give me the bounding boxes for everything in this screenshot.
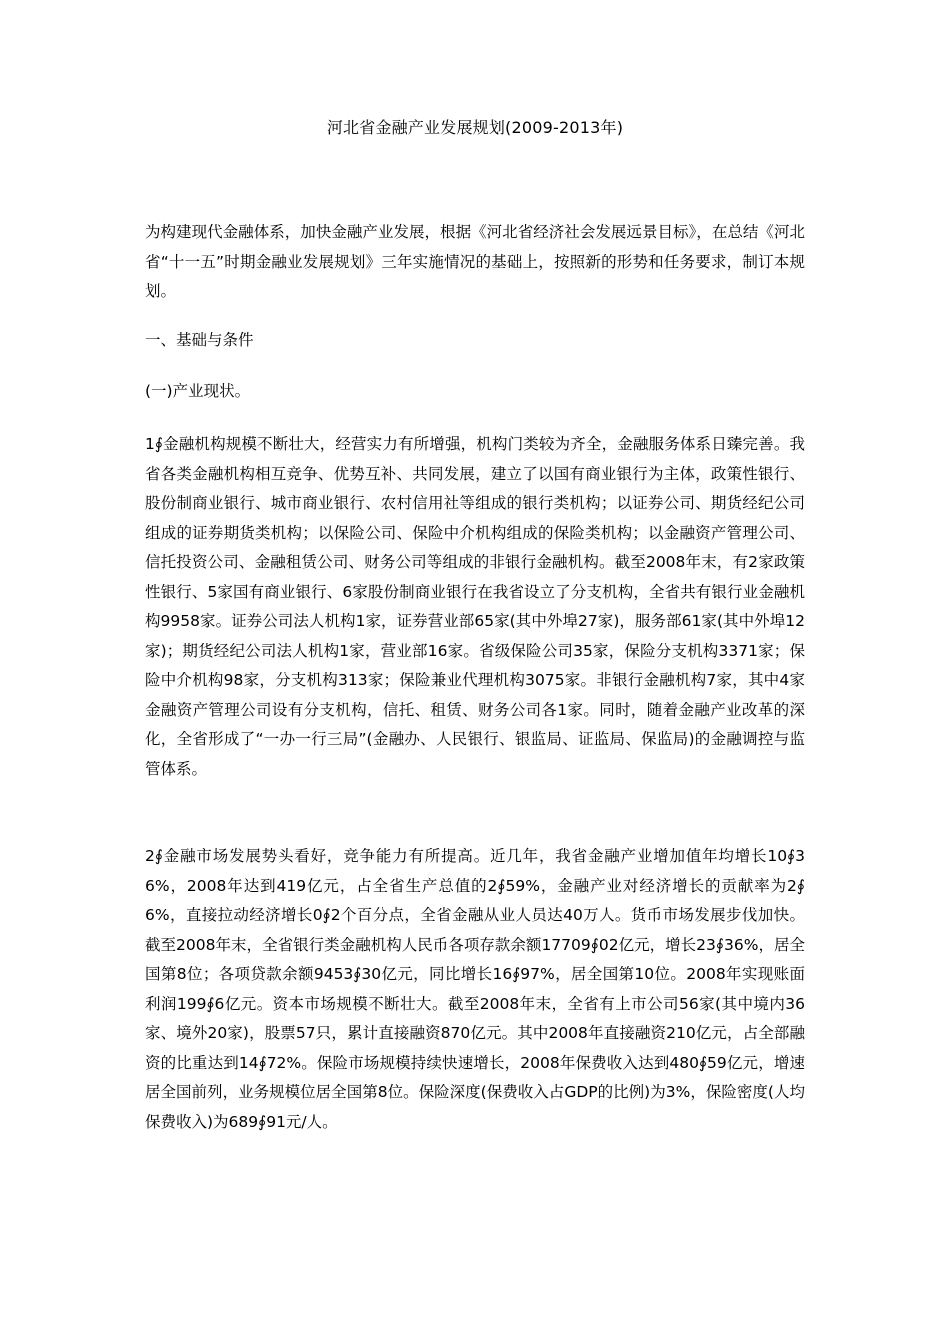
document-title: 河北省金融产业发展规划(2009-2013年) xyxy=(326,118,624,137)
paragraph-item-1: 1∮金融机构规模不断壮大，经营实力有所增强，机构门类较为齐全，金融服务体系日臻完善。我省各类金融机构相互竞争、优势互补、共同发展，建立了以国有商业银行为主体，政策性银行、股份制商业银行、城市商业银行、农村信用社等组成的银行类机构；以证券公司、期货经纪公司组成的证券期货类机构；以保险公司、保险中介机构组成的保险类机构；以金融资产管理公司、信托投资公司、金融租赁公司、财务公司等组成的非银行金融机构。截至2008年末，有2家政策性银行、5家国有商业银行、6家股份制商业银行在我省设立了分支机构，全省共有银行业金融机构9958家。证券公司法人机构1家，证券营业部65家(其中外埠27家)，服务部61家(其中外埠12家)；期货经纪公司法人机构1家，营业部16家。省级保险公司35家，保险分支机构3371家；保险中介机构98家，分支机构313家；保险兼业代理机构3075家。非银行金融机构7家，其中4家金融资产管理公司设有分支机构，信托、租赁、财务公司各1家。同时，随着金融产业改革的深化，全省形成了“一办一行三局”(金融办、人民银行、银监局、证监局、保监局)的金融调控与监管体系。 xyxy=(145,435,805,778)
section-heading: 一、基础与条件 xyxy=(145,331,254,349)
subsection-heading: (一)产业现状。 xyxy=(145,382,251,400)
intro-paragraph: 为构建现代金融体系，加快金融产业发展，根据《河北省经济社会发展远景目标》，在总结《河北省“十一五”时期金融业发展规划》三年实施情况的基础上，按照新的形势和任务要求，制订本规划。 xyxy=(145,223,805,300)
paragraph-item-2: 2∮金融市场发展势头看好，竞争能力有所提高。近几年，我省金融产业增加值年均增长10∮36%，2008年达到419亿元，占全省生产总值的2∮59%，金融产业对经济增长的贡献率为2∮6%，直接拉动经济增长0∮2个百分点，全省金融从业人员达40万人。货币市场发展步伐加快。截至2008年末，全省银行类金融机构人民币各项存款余额17709∮02亿元，增长23∮36%，居全国第8位；各项贷款余额9453∮30亿元，同比增长16∮97%，居全国第10位。2008年实现账面利润199∮6亿元。资本市场规模不断壮大。截至2008年末，全省有上市公司56家(其中境内36家、境外20家)，股票57只，累计直接融资870亿元。其中2008年直接融资210亿元，占全部融资的比重达到14∮72%。保险市场规模持续快速增长，2008年保费收入达到480∮59亿元，增速居全国前列，业务规模位居全国第8位。保险深度(保费收入占GDP的比例)为3%，保险密度(人均保费收入)为689∮91元/人。 xyxy=(145,847,805,1131)
